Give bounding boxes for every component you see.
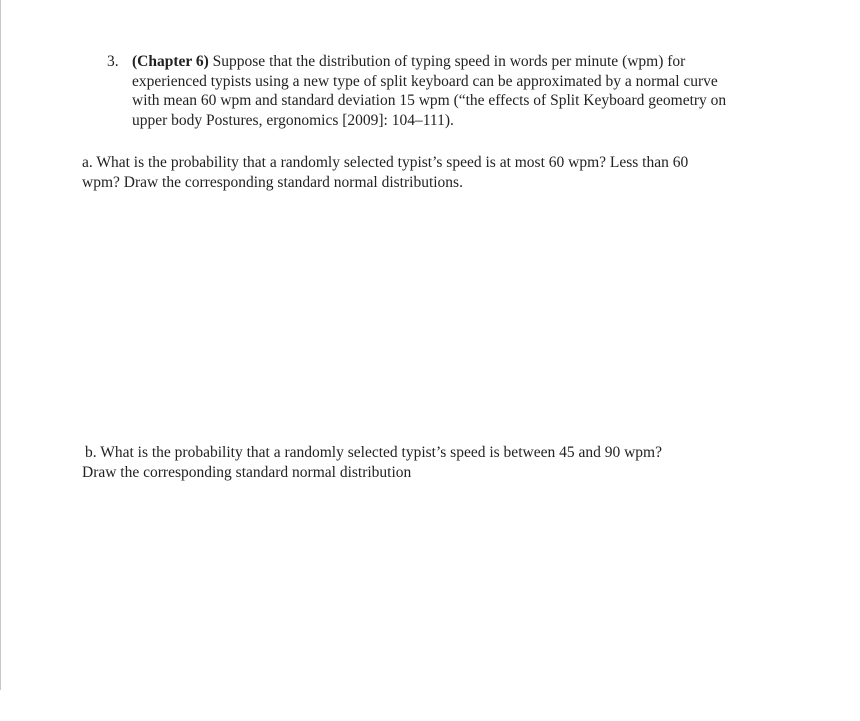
part-a <box>82 153 782 192</box>
question-line-2: experienced typists using a new type of split keyboard can be approximated by a normal curve <box>132 72 718 90</box>
question-line-4: upper body Postures, ergonomics [2009]: 104–111). <box>132 111 454 129</box>
part-b-line-1: b. What is the probability that a randomly selected typist’s speed is between 45 and 90 wpm? <box>85 444 662 461</box>
part-b <box>82 443 782 482</box>
page-left-border <box>0 0 1 690</box>
question-line-1 <box>132 52 797 72</box>
question-line-3: with mean 60 wpm and standard deviation 15 wpm (“the effects of Split Keyboard geometry on <box>132 92 727 109</box>
part-b-line-2: Draw the corresponding standard normal distribution <box>82 463 412 481</box>
question-number: 3. <box>107 53 119 70</box>
part-a-line-2: wpm? Draw the corresponding standard normal distributions. <box>82 173 463 191</box>
chapter-label: (Chapter 6) <box>132 53 209 70</box>
question-3 <box>107 52 797 130</box>
part-a-line-1: a. What is the probability that a randomly selected typist’s speed is at most 60 wpm? Less than 60 <box>82 154 689 171</box>
question-body <box>132 52 797 130</box>
question-line-1-text: Suppose that the distribution of typing speed in words per minute (wpm) for <box>208 53 686 70</box>
